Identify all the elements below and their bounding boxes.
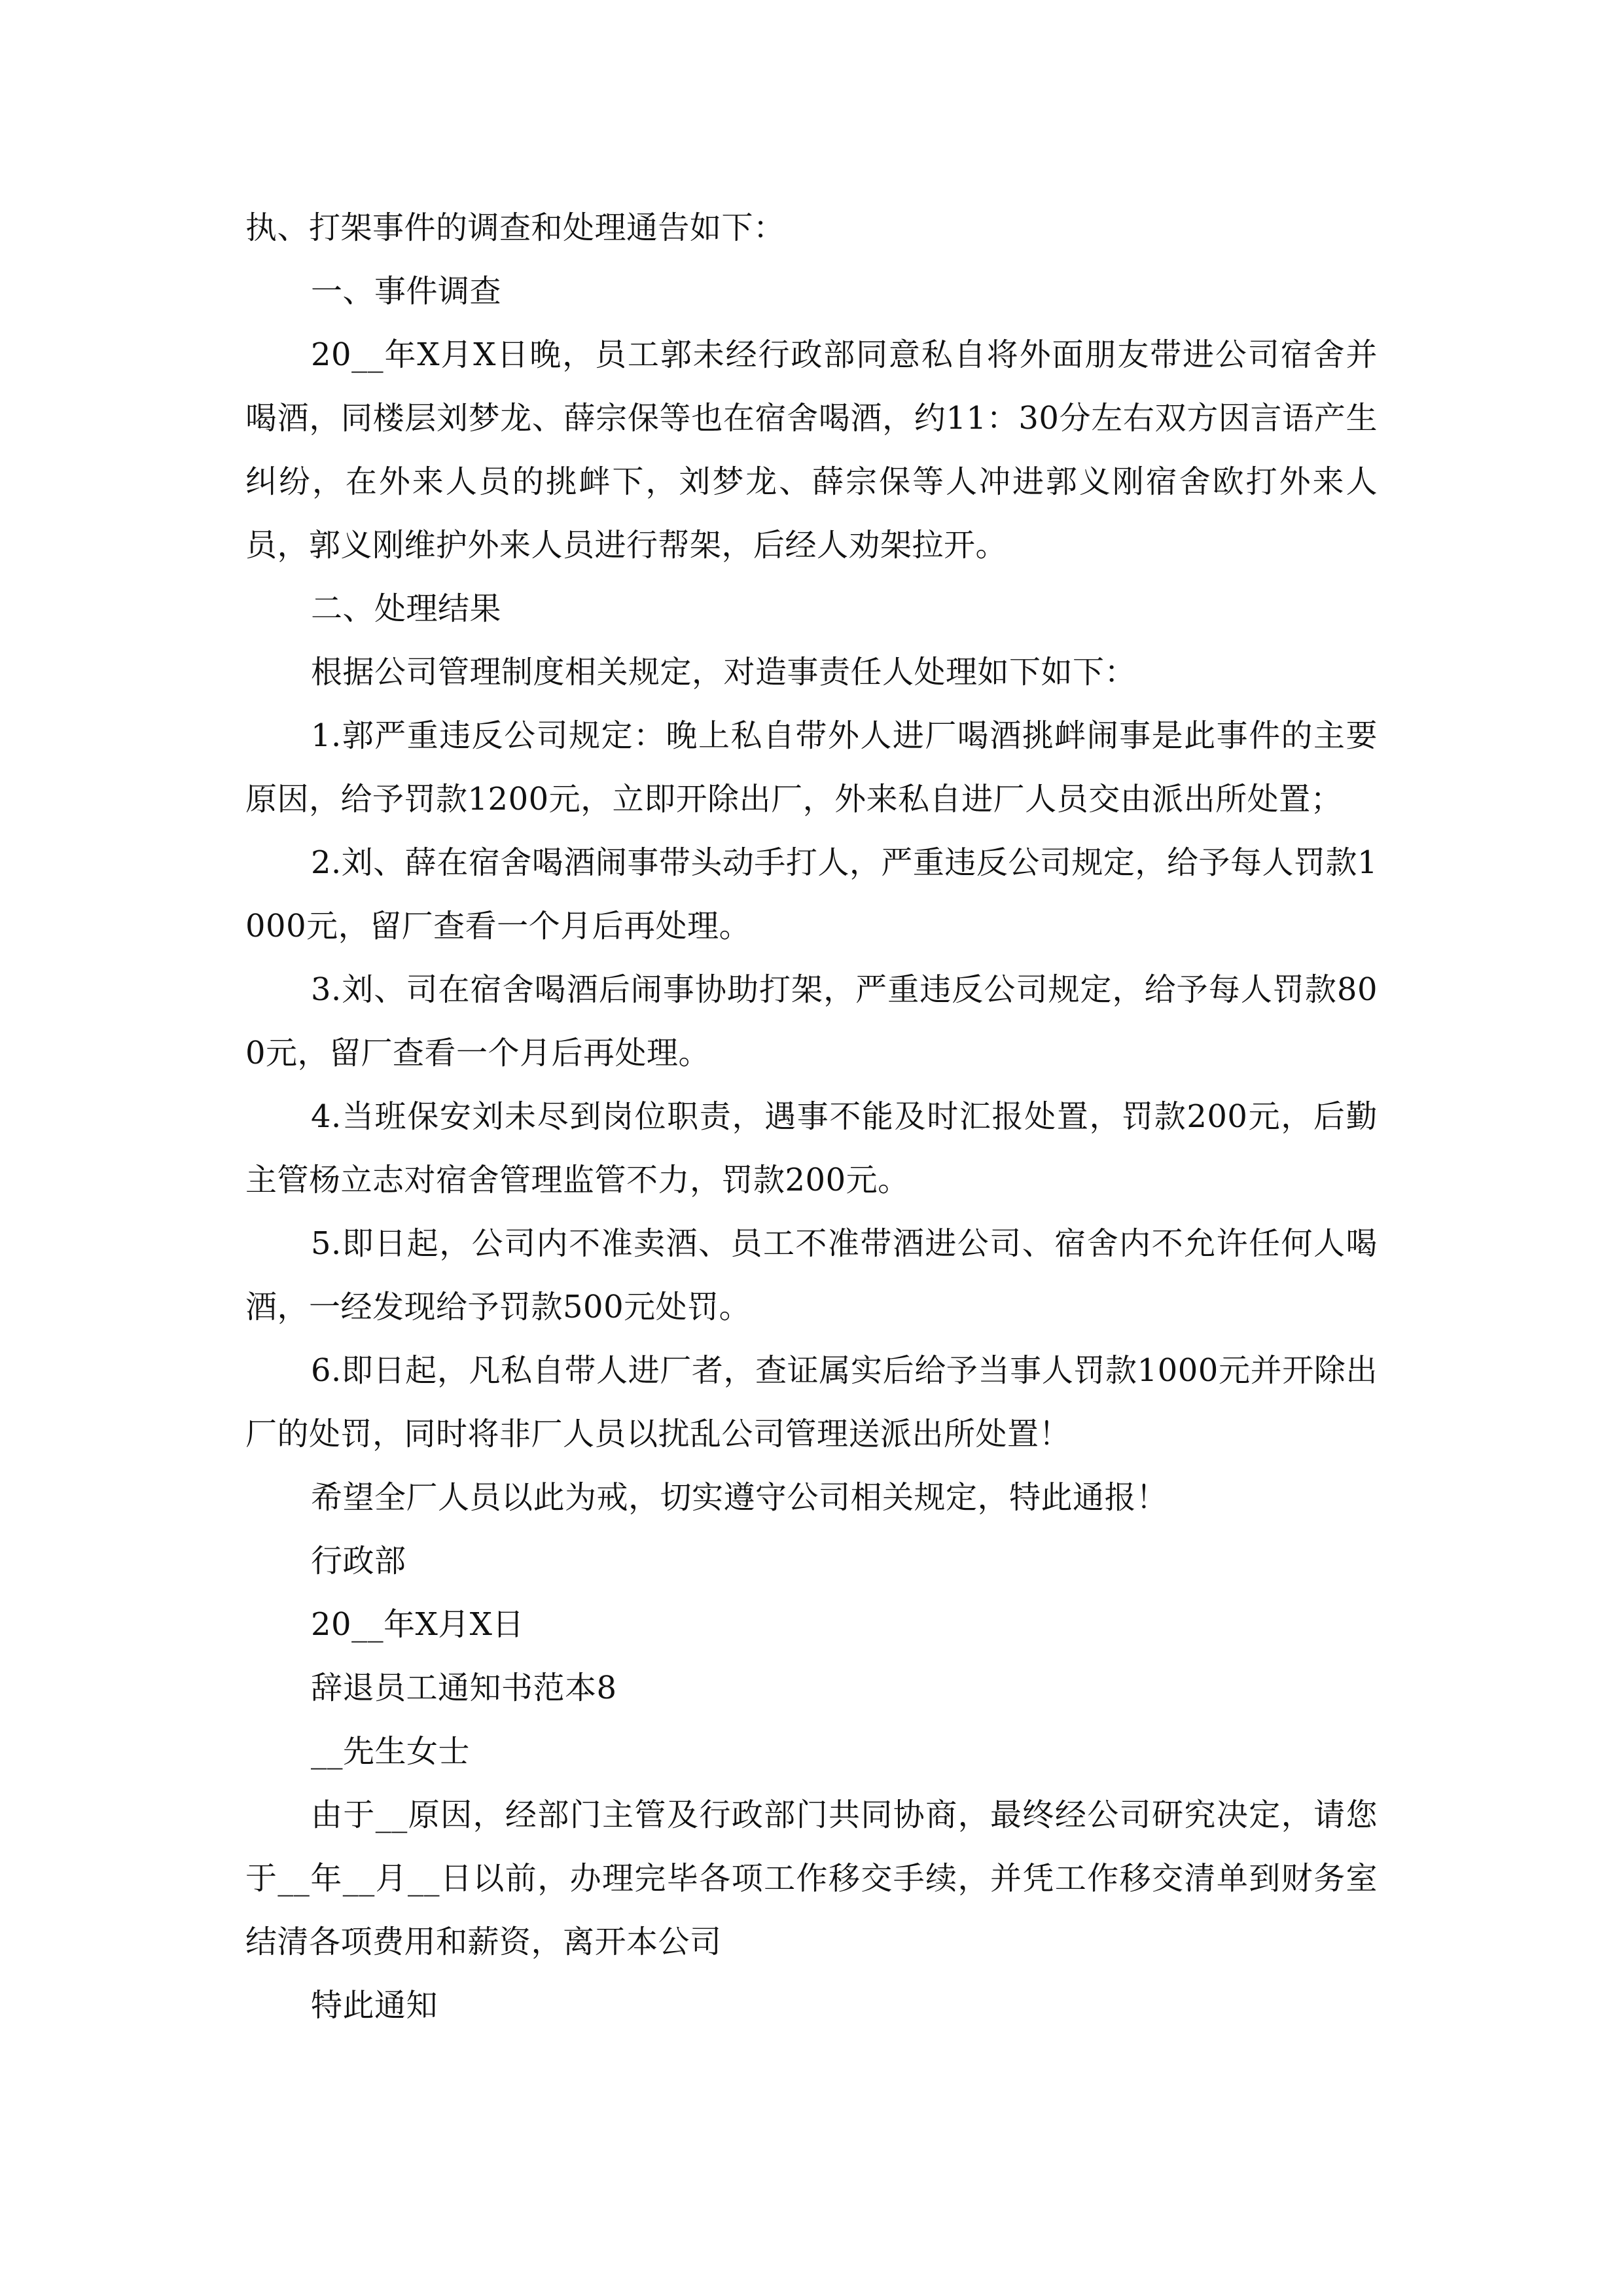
paragraph-incident: 20__年X月X日晚，员工郭未经行政部同意私自将外面朋友带进公司宿舍并喝酒，同楼层刘梦龙、薛宗保等也在宿舍喝酒，约11：30分左右双方因言语产生纠纷，在外来人员的挑衅下，刘梦龙、薛宗保等人冲进郭义刚宿舍欧打外来人员，郭义刚维护外来人员进行帮架，后经人劝架拉开。 (245, 336, 1378, 564)
paragraph-intro: 执、打架事件的调查和处理通告如下： (245, 209, 785, 246)
salutation: __先生女士 (311, 1733, 471, 1770)
document-body (245, 196, 1378, 2037)
paragraph-notice: 特此通知 (311, 1987, 438, 2024)
list-item-5: 5.即日起，公司内不准卖酒、员工不准带酒进公司、宿舍内不允许任何人喝酒，一经发现给予罚款500元处罚。 (245, 1225, 1378, 1325)
list-item-1: 1.郭严重违反公司规定：晚上私自带外人进厂喝酒挑衅闹事是此事件的主要原因，给予罚款1200元，立即开除出厂，外来私自进厂人员交由派出所处置； (245, 717, 1378, 817)
paragraph-dismissal: 由于__原因，经部门主管及行政部门共同协商，最终经公司研究决定，请您于__年__月__日以前，办理完毕各项工作移交手续，并凭工作移交清单到财务室结清各项费用和薪资，离开本公司 (245, 1797, 1378, 1960)
heading-investigation: 一、事件调查 (311, 273, 502, 310)
heading-result: 二、处理结果 (311, 590, 502, 627)
list-item-4: 4.当班保安刘未尽到岗位职责，遇事不能及时汇报处置，罚款200元，后勤主管杨立志对宿舍管理监管不力，罚款200元。 (245, 1098, 1378, 1198)
signature-date: 20__年X月X日 (311, 1606, 524, 1643)
signature-department: 行政部 (311, 1543, 406, 1579)
list-item-2: 2.刘、薛在宿舍喝酒闹事带头动手打人，严重违反公司规定，给予每人罚款1000元，留厂查看一个月后再处理。 (245, 844, 1378, 944)
list-item-6: 6.即日起，凡私自带人进厂者，查证属实后给予当事人罚款1000元并开除出厂的处罚，同时将非厂人员以扰乱公司管理送派出所处置！ (245, 1352, 1378, 1452)
list-item-3: 3.刘、司在宿舍喝酒后闹事协助打架，严重违反公司规定，给予每人罚款800元，留厂查看一个月后再处理。 (245, 971, 1378, 1071)
section-title: 辞退员工通知书范本8 (311, 1670, 617, 1706)
paragraph-closing: 希望全厂人员以此为戒，切实遵守公司相关规定，特此通报！ (311, 1479, 1168, 1516)
paragraph-basis: 根据公司管理制度相关规定，对造事责任人处理如下如下： (311, 654, 1137, 691)
